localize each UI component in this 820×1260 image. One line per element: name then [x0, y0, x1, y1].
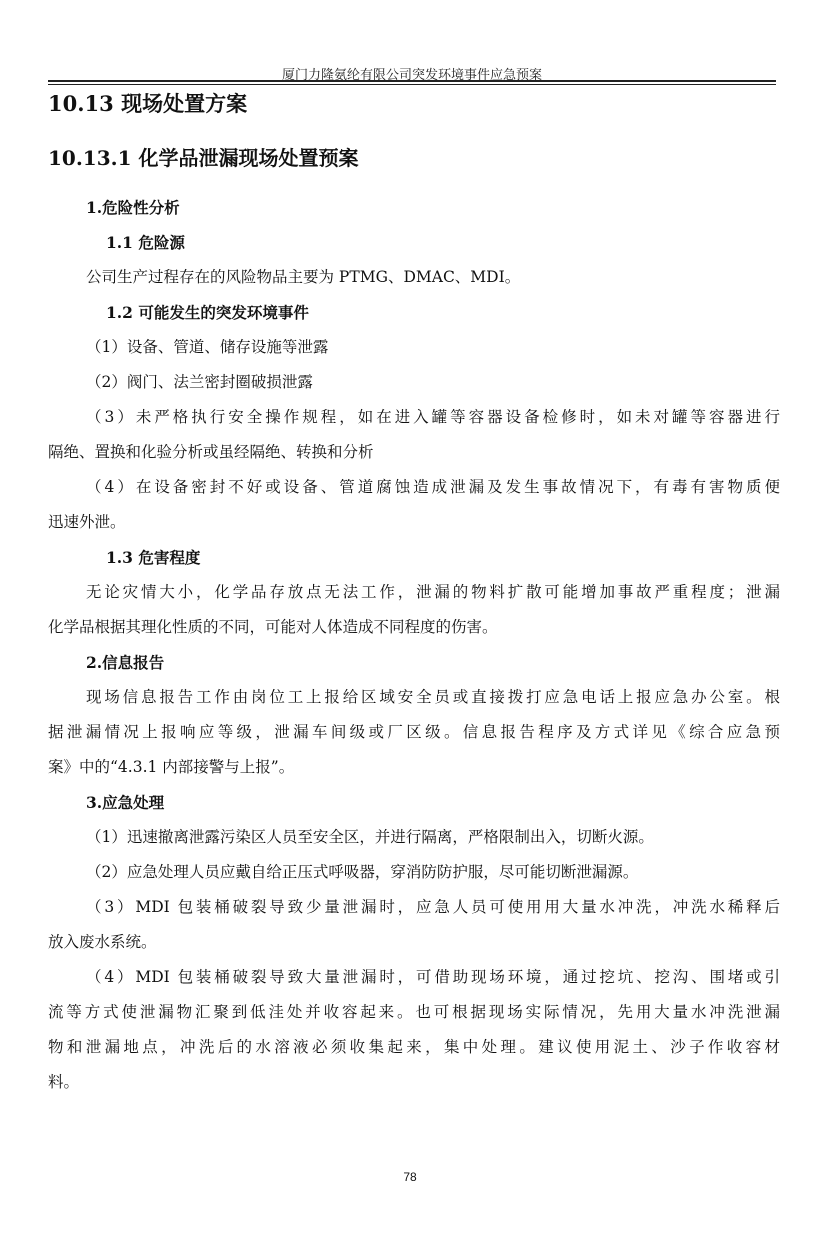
- paragraph-line: 化学品根据其理化性质的不同，可能对人体造成不同程度的伤害。: [48, 618, 498, 636]
- list-item: （1）设备、管道、储存设施等泄露: [86, 338, 329, 356]
- heading-harm-degree: 1.3 危害程度: [106, 548, 201, 567]
- paragraph-line: 案》中的“4.3.1 内部接警与上报”。: [48, 758, 295, 776]
- subsection-heading: 10.13.1 化学品泄漏现场处置预案: [48, 146, 359, 170]
- header-rule-thin: [48, 84, 776, 85]
- paragraph-line: 迅速外泄。: [48, 513, 126, 531]
- header-rule: [48, 80, 776, 82]
- list-item: （3）未严格执行安全操作规程，如在进入罐等容器设备检修时，如未对罐等容器进行: [86, 408, 780, 426]
- list-item: （2）应急处理人员应戴自给正压式呼吸器，穿消防防护服，尽可能切断泄漏源。: [86, 863, 639, 881]
- paragraph-line: 公司生产过程存在的风险物品主要为 PTMG、DMAC、MDI。: [86, 268, 521, 286]
- section-heading: 10.13 现场处置方案: [48, 91, 248, 116]
- page-number: 78: [403, 1170, 417, 1184]
- running-header: 厦门力隆氨纶有限公司突发环境事件应急预案: [281, 68, 542, 83]
- list-item: （4）MDI 包装桶破裂导致大量泄漏时，可借助现场环境，通过挖坑、挖沟、围堵或引: [86, 968, 780, 986]
- paragraph-line: 料。: [48, 1073, 80, 1091]
- paragraph-line: 流等方式使泄漏物汇聚到低洼处并收容起来。也可根据现场实际情况，先用大量水冲洗泄漏: [48, 1003, 780, 1021]
- list-item: （3）MDI 包装桶破裂导致少量泄漏时，应急人员可使用用大量水冲洗，冲洗水稀释后: [86, 898, 780, 916]
- heading-info-report: 2.信息报告: [86, 653, 165, 672]
- heading-emergency-handling: 3.应急处理: [86, 793, 165, 812]
- document-body: [48, 190, 780, 1100]
- paragraph-line: 现场信息报告工作由岗位工上报给区域安全员或直接拨打应急电话上报应急办公室。根: [86, 688, 780, 706]
- heading-possible-events: 1.2 可能发生的突发环境事件: [106, 303, 309, 322]
- paragraph-line: 物和泄漏地点，冲洗后的水溶液必须收集起来，集中处理。建议使用泥土、沙子作收容材: [48, 1038, 780, 1056]
- list-item: （2）阀门、法兰密封圈破损泄露: [86, 373, 313, 391]
- paragraph-line: 据泄漏情况上报响应等级，泄漏车间级或厂区级。信息报告程序及方式详见《综合应急预: [48, 723, 780, 741]
- list-item: （4）在设备密封不好或设备、管道腐蚀造成泄漏及发生事故情况下，有毒有害物质便: [86, 478, 780, 496]
- paragraph-line: 隔绝、置换和化验分析或虽经隔绝、转换和分析: [48, 443, 374, 461]
- list-item: （1）迅速撤离泄露污染区人员至安全区，并进行隔离，严格限制出入，切断火源。: [86, 828, 654, 846]
- paragraph-line: 无论灾情大小，化学品存放点无法工作，泄漏的物料扩散可能增加事故严重程度；泄漏: [86, 583, 780, 601]
- paragraph-line: 放入废水系统。: [48, 933, 157, 951]
- heading-hazard-source: 1.1 危险源: [106, 233, 185, 252]
- heading-hazard-analysis: 1.危险性分析: [86, 198, 180, 217]
